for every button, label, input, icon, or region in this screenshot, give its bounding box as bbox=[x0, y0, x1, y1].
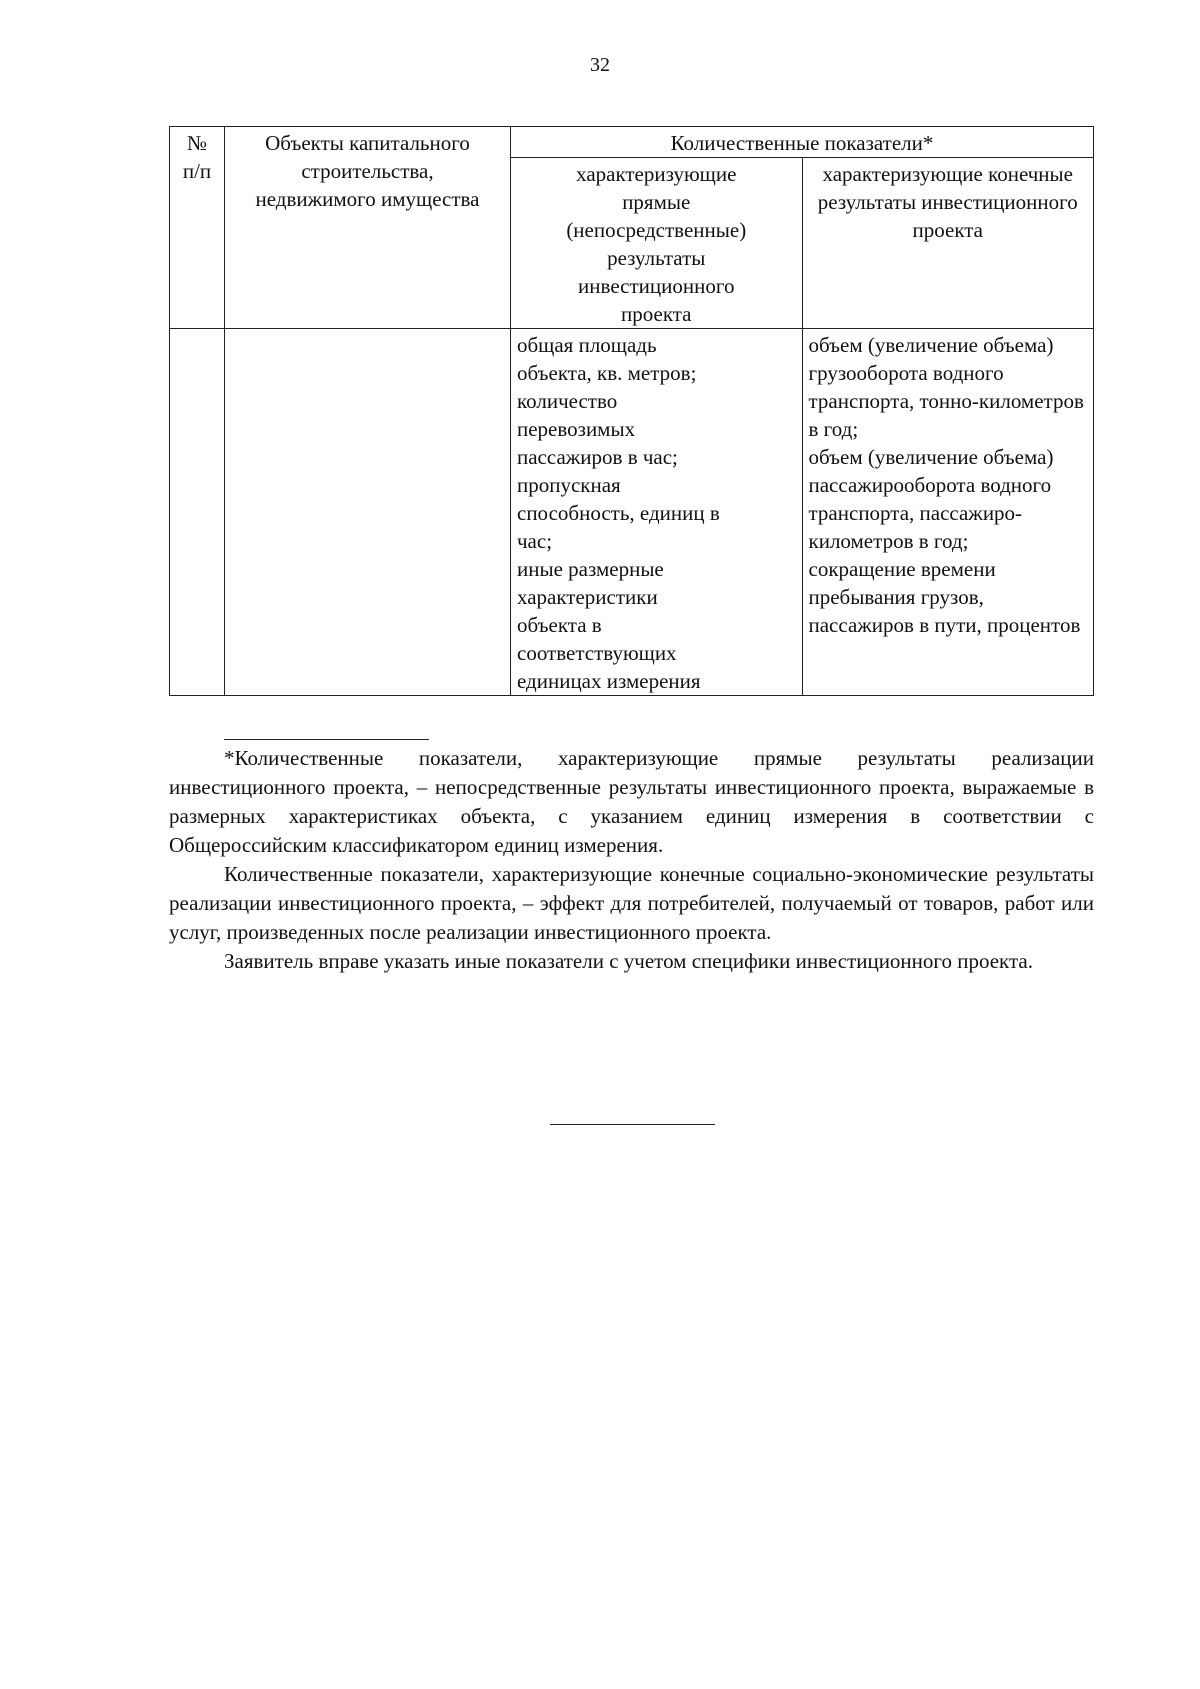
header-objects-line: Объекты капитального bbox=[265, 131, 470, 155]
header-direct-line: результаты bbox=[607, 246, 706, 270]
cell-direct-line: пассажиров в час; bbox=[517, 445, 678, 469]
cell-direct-line: перевозимых bbox=[517, 417, 636, 441]
cell-direct-line: единицах измерения bbox=[517, 669, 701, 693]
cell-direct-line: пропускная bbox=[517, 473, 621, 497]
cell-direct-line: способность, единиц в bbox=[517, 501, 720, 525]
cell-direct-line: объекта в bbox=[517, 613, 602, 637]
cell-final bbox=[802, 329, 1094, 696]
cell-direct-line: объекта, кв. метров; bbox=[517, 361, 697, 385]
header-final-line: проекта bbox=[912, 218, 983, 242]
cell-final-line: транспорта, пассажиро- bbox=[808, 501, 1023, 525]
table-header-row bbox=[170, 127, 1094, 158]
cell-final-line: пассажирооборота водного bbox=[808, 473, 1052, 497]
cell-direct-line: количество bbox=[517, 389, 618, 413]
cell-direct-line: общая площадь bbox=[517, 333, 657, 357]
header-final bbox=[802, 158, 1094, 329]
cell-final-line: объем (увеличение объема) bbox=[808, 445, 1054, 469]
header-objects-line: недвижимого имущества bbox=[255, 187, 480, 211]
cell-final-line: в год; bbox=[808, 417, 859, 441]
end-of-document-rule bbox=[550, 1124, 715, 1125]
header-objects bbox=[225, 127, 511, 329]
header-num-line: № bbox=[186, 131, 208, 155]
header-final-line: результаты инвестиционного bbox=[817, 190, 1078, 214]
footnote-divider bbox=[224, 739, 429, 740]
cell-final-line: пребывания грузов, bbox=[808, 585, 984, 609]
header-direct-line: характеризующие bbox=[576, 162, 737, 186]
cell-direct-line: соответствующих bbox=[517, 641, 677, 665]
page-number: 32 bbox=[590, 54, 610, 76]
header-num-line: п/п bbox=[182, 159, 212, 183]
cell-final-line: километров в год; bbox=[808, 529, 969, 553]
footnote bbox=[169, 744, 1094, 976]
footnote-paragraph: Количественные показатели, характеризующие конечные социально-экономические результаты реализации инвестиционного проекта, – эффект для потребителей, получаемый от товаров, работ или услуг, произведенных после реализации инвестиционного проекта. bbox=[169, 862, 1094, 944]
header-quantitative: Количественные показатели* bbox=[511, 127, 1094, 158]
cell-objects bbox=[225, 329, 511, 696]
cell-final-line: сокращение времени bbox=[808, 557, 996, 581]
header-objects-line: строительства, bbox=[301, 159, 434, 183]
cell-direct-line: иные размерные bbox=[517, 557, 664, 581]
header-direct-line: (непосредственные) bbox=[566, 218, 747, 242]
cell-direct bbox=[511, 329, 803, 696]
footnote-paragraph: Заявитель вправе указать иные показатели с учетом специфики инвестиционного проекта. bbox=[224, 949, 1033, 973]
cell-direct-line: характеристики bbox=[517, 585, 658, 609]
header-final-line: характеризующие конечные bbox=[822, 162, 1073, 186]
cell-final-line: транспорта, тонно-километров bbox=[808, 389, 1084, 413]
header-direct-line: инвестиционного bbox=[578, 274, 735, 298]
cell-final-line: объем (увеличение объема) bbox=[808, 333, 1054, 357]
cell-final-line: грузооборота водного bbox=[808, 361, 1004, 385]
header-direct-line: проекта bbox=[621, 302, 692, 326]
header-direct-line: прямые bbox=[622, 190, 691, 214]
header-num bbox=[170, 127, 225, 329]
indicators-table bbox=[169, 126, 1094, 696]
header-direct bbox=[511, 158, 803, 329]
cell-direct-line: час; bbox=[517, 529, 553, 553]
table-row bbox=[170, 329, 1094, 696]
footnote-paragraph: *Количественные показатели, характеризующие прямые результаты реализации инвестиционного проекта, – непосредственные результаты инвестиционного проекта, выражаемые в размерных характеристиках объекта, с указанием единиц измерения в соответствии с Общероссийским классификатором единиц измерения. bbox=[169, 746, 1094, 857]
cell-num bbox=[170, 329, 225, 696]
cell-final-line: пассажиров в пути, процентов bbox=[808, 613, 1081, 637]
